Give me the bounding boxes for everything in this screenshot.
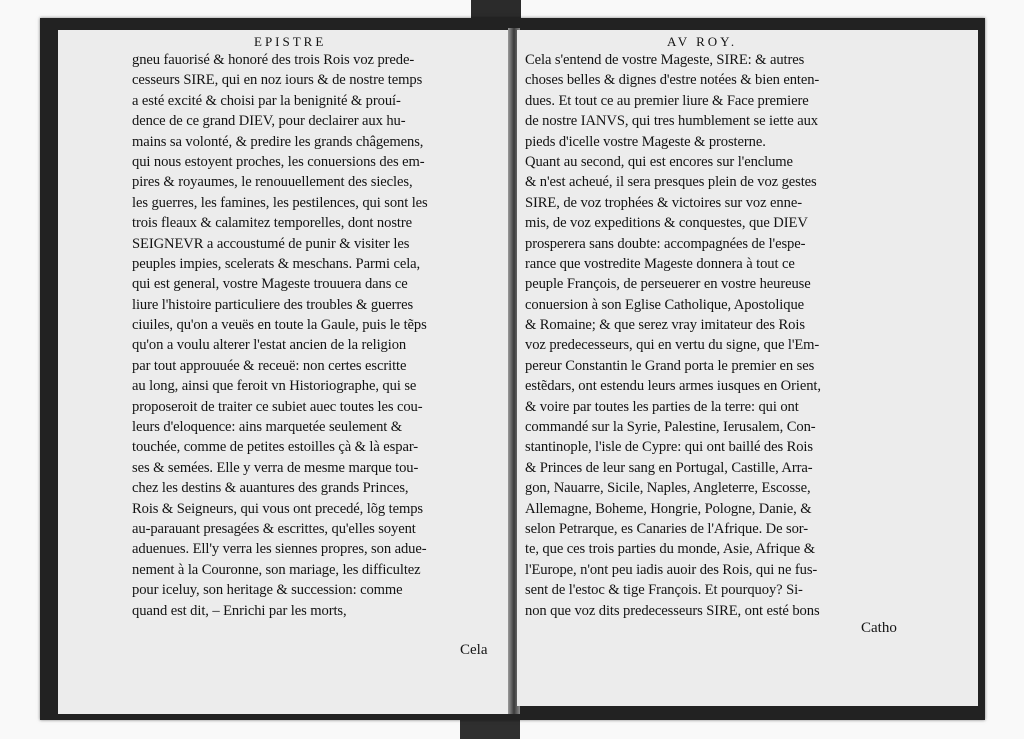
text-line: trois fleaux & calamitez temporelles, dont nostre	[132, 215, 412, 232]
text-line: qu'on a voulu alterer l'estat ancien de la religion	[132, 337, 407, 354]
text-line: & n'est acheué, il sera presques plein de voz gestes	[525, 174, 817, 191]
text-line: dence de ce grand DIEV, pour declairer aux hu-	[132, 113, 406, 130]
text-line: ses & semées. Elle y verra de mesme marque tou-	[132, 459, 419, 476]
text-line: commandé sur la Syrie, Palestine, Ierusalem, Con-	[525, 419, 816, 436]
text-line: quand est dit, – Enrichi par les morts,	[132, 602, 347, 619]
text-line: sent de l'estoc & tige François. Et pourquoy? Si-	[525, 582, 803, 599]
text-line: pour iceluy, son heritage & succession: comme	[132, 582, 403, 599]
text-line: estẽdars, ont estendu leurs armes iusques en Orient,	[525, 378, 821, 395]
text-line: mains sa volonté, & predire les grands châgemens,	[132, 133, 424, 150]
text-line: selon Petrarque, es Canaries de l'Afrique. De sor-	[525, 520, 809, 537]
text-line: Allemagne, Boheme, Hongrie, Pologne, Danie, &	[525, 500, 812, 517]
text-line: l'Europe, n'ont peu iadis auoir des Rois, qui ne fus-	[525, 561, 818, 578]
text-line: & Romaine; & que serez vray imitateur des Rois	[525, 317, 805, 334]
left-page-text	[132, 50, 504, 621]
right-page-text	[525, 50, 971, 621]
left-catchword: Cela	[460, 642, 488, 658]
left-page	[58, 30, 511, 714]
text-line: conuersion à son Eglise Catholique, Apostolique	[525, 296, 805, 313]
text-line: pereur Constantin le Grand porta le premier en ses	[525, 357, 815, 374]
text-line: stantinople, l'isle de Cypre: qui ont baillé des Rois	[525, 439, 813, 456]
text-line: par tout approuuée & receuë: non certes escritte	[132, 357, 407, 374]
text-line: Quant au second, qui est encores sur l'enclume	[525, 153, 793, 170]
text-line: non que voz dits predecesseurs SIRE, ont esté bons	[525, 602, 820, 619]
text-line: pires & royaumes, le renouuellement des siecles,	[132, 174, 413, 191]
text-line: aduenues. Ell'y verra les siennes propres, son adue-	[132, 541, 427, 558]
text-line: peuples impies, scelerats & meschans. Parmi cela,	[132, 255, 421, 272]
text-line: leurs d'eloquence: ains marquetée seulement &	[132, 419, 403, 436]
text-line: gneu fauorisé & honoré des trois Rois voz prede-	[132, 52, 415, 68]
text-line: prosperera sans doubte: accompagnées de l'espe-	[525, 235, 806, 252]
text-line: & voire par toutes les parties de la terre: qui ont	[525, 398, 799, 415]
left-running-head: EPISTRE	[254, 34, 327, 49]
text-line: de nostre IANVS, qui tres humblement se iette aux	[525, 113, 818, 130]
text-line: chez les destins & auantures des grands Princes,	[132, 480, 409, 497]
text-line: au-parauant presagées & escrittes, qu'elles soyent	[132, 520, 416, 537]
right-page	[517, 30, 978, 706]
text-line: choses belles & dignes d'estre notées & bien enten-	[525, 72, 820, 89]
text-line: au long, ainsi que feroit vn Historiographe, qui se	[132, 378, 417, 395]
text-line: pieds d'icelle vostre Mageste & prosterne.	[525, 133, 766, 150]
text-line: a esté excité & choisi par la benignité & prouí-	[132, 92, 401, 109]
text-line: liure l'histoire particuliere des troubles & guerres	[132, 296, 414, 313]
text-line: & Princes de leur sang en Portugal, Castille, Arra-	[525, 459, 813, 476]
text-line: touchée, comme de petites estoilles çà & là espar-	[132, 439, 419, 456]
text-line: Rois & Seigneurs, qui vous ont precedé, lõg temps	[132, 500, 423, 517]
text-line: SIRE, de voz trophées & victoires sur voz enne-	[525, 194, 802, 211]
text-line: peuple François, de perseuerer en vostre heureuse	[525, 276, 811, 293]
text-line: proposeroit de traiter ce subiet auec toutes les cou-	[132, 398, 423, 415]
text-line: mis, de voz expeditions & conquestes, que DIEV	[525, 215, 808, 232]
text-line: les guerres, les famines, les pestilences, qui sont les	[132, 194, 428, 211]
text-line: dues. Et tout ce au premier liure & Face premiere	[525, 92, 809, 109]
text-line: qui nous estoyent proches, les conuersions des em-	[132, 153, 425, 170]
text-line: Cela s'entend de vostre Mageste, SIRE: & autres	[525, 52, 805, 68]
text-line: rance que vostredite Mageste donnera à tout ce	[525, 255, 795, 272]
right-catchword: Catho	[861, 620, 897, 636]
text-line: cesseurs SIRE, qui en noz iours & de nostre temps	[132, 72, 423, 89]
text-line: voz predecesseurs, qui en vertu du signe, que l'Em-	[525, 337, 820, 354]
text-line: nement à la Couronne, son mariage, les difficultez	[132, 561, 421, 578]
text-line: gon, Nauarre, Sicile, Naples, Angleterre, Escosse,	[525, 480, 811, 497]
right-running-head: AV ROY.	[667, 34, 738, 49]
text-line: SEIGNEVR a accoustumé de punir & visiter les	[132, 235, 410, 252]
text-line: ciuiles, qu'on a veuës en toute la Gaule, puis le tẽps	[132, 317, 427, 334]
text-line: te, que ces trois parties du monde, Asie, Afrique &	[525, 541, 815, 558]
text-line: qui est general, vostre Mageste trouuera dans ce	[132, 276, 408, 293]
